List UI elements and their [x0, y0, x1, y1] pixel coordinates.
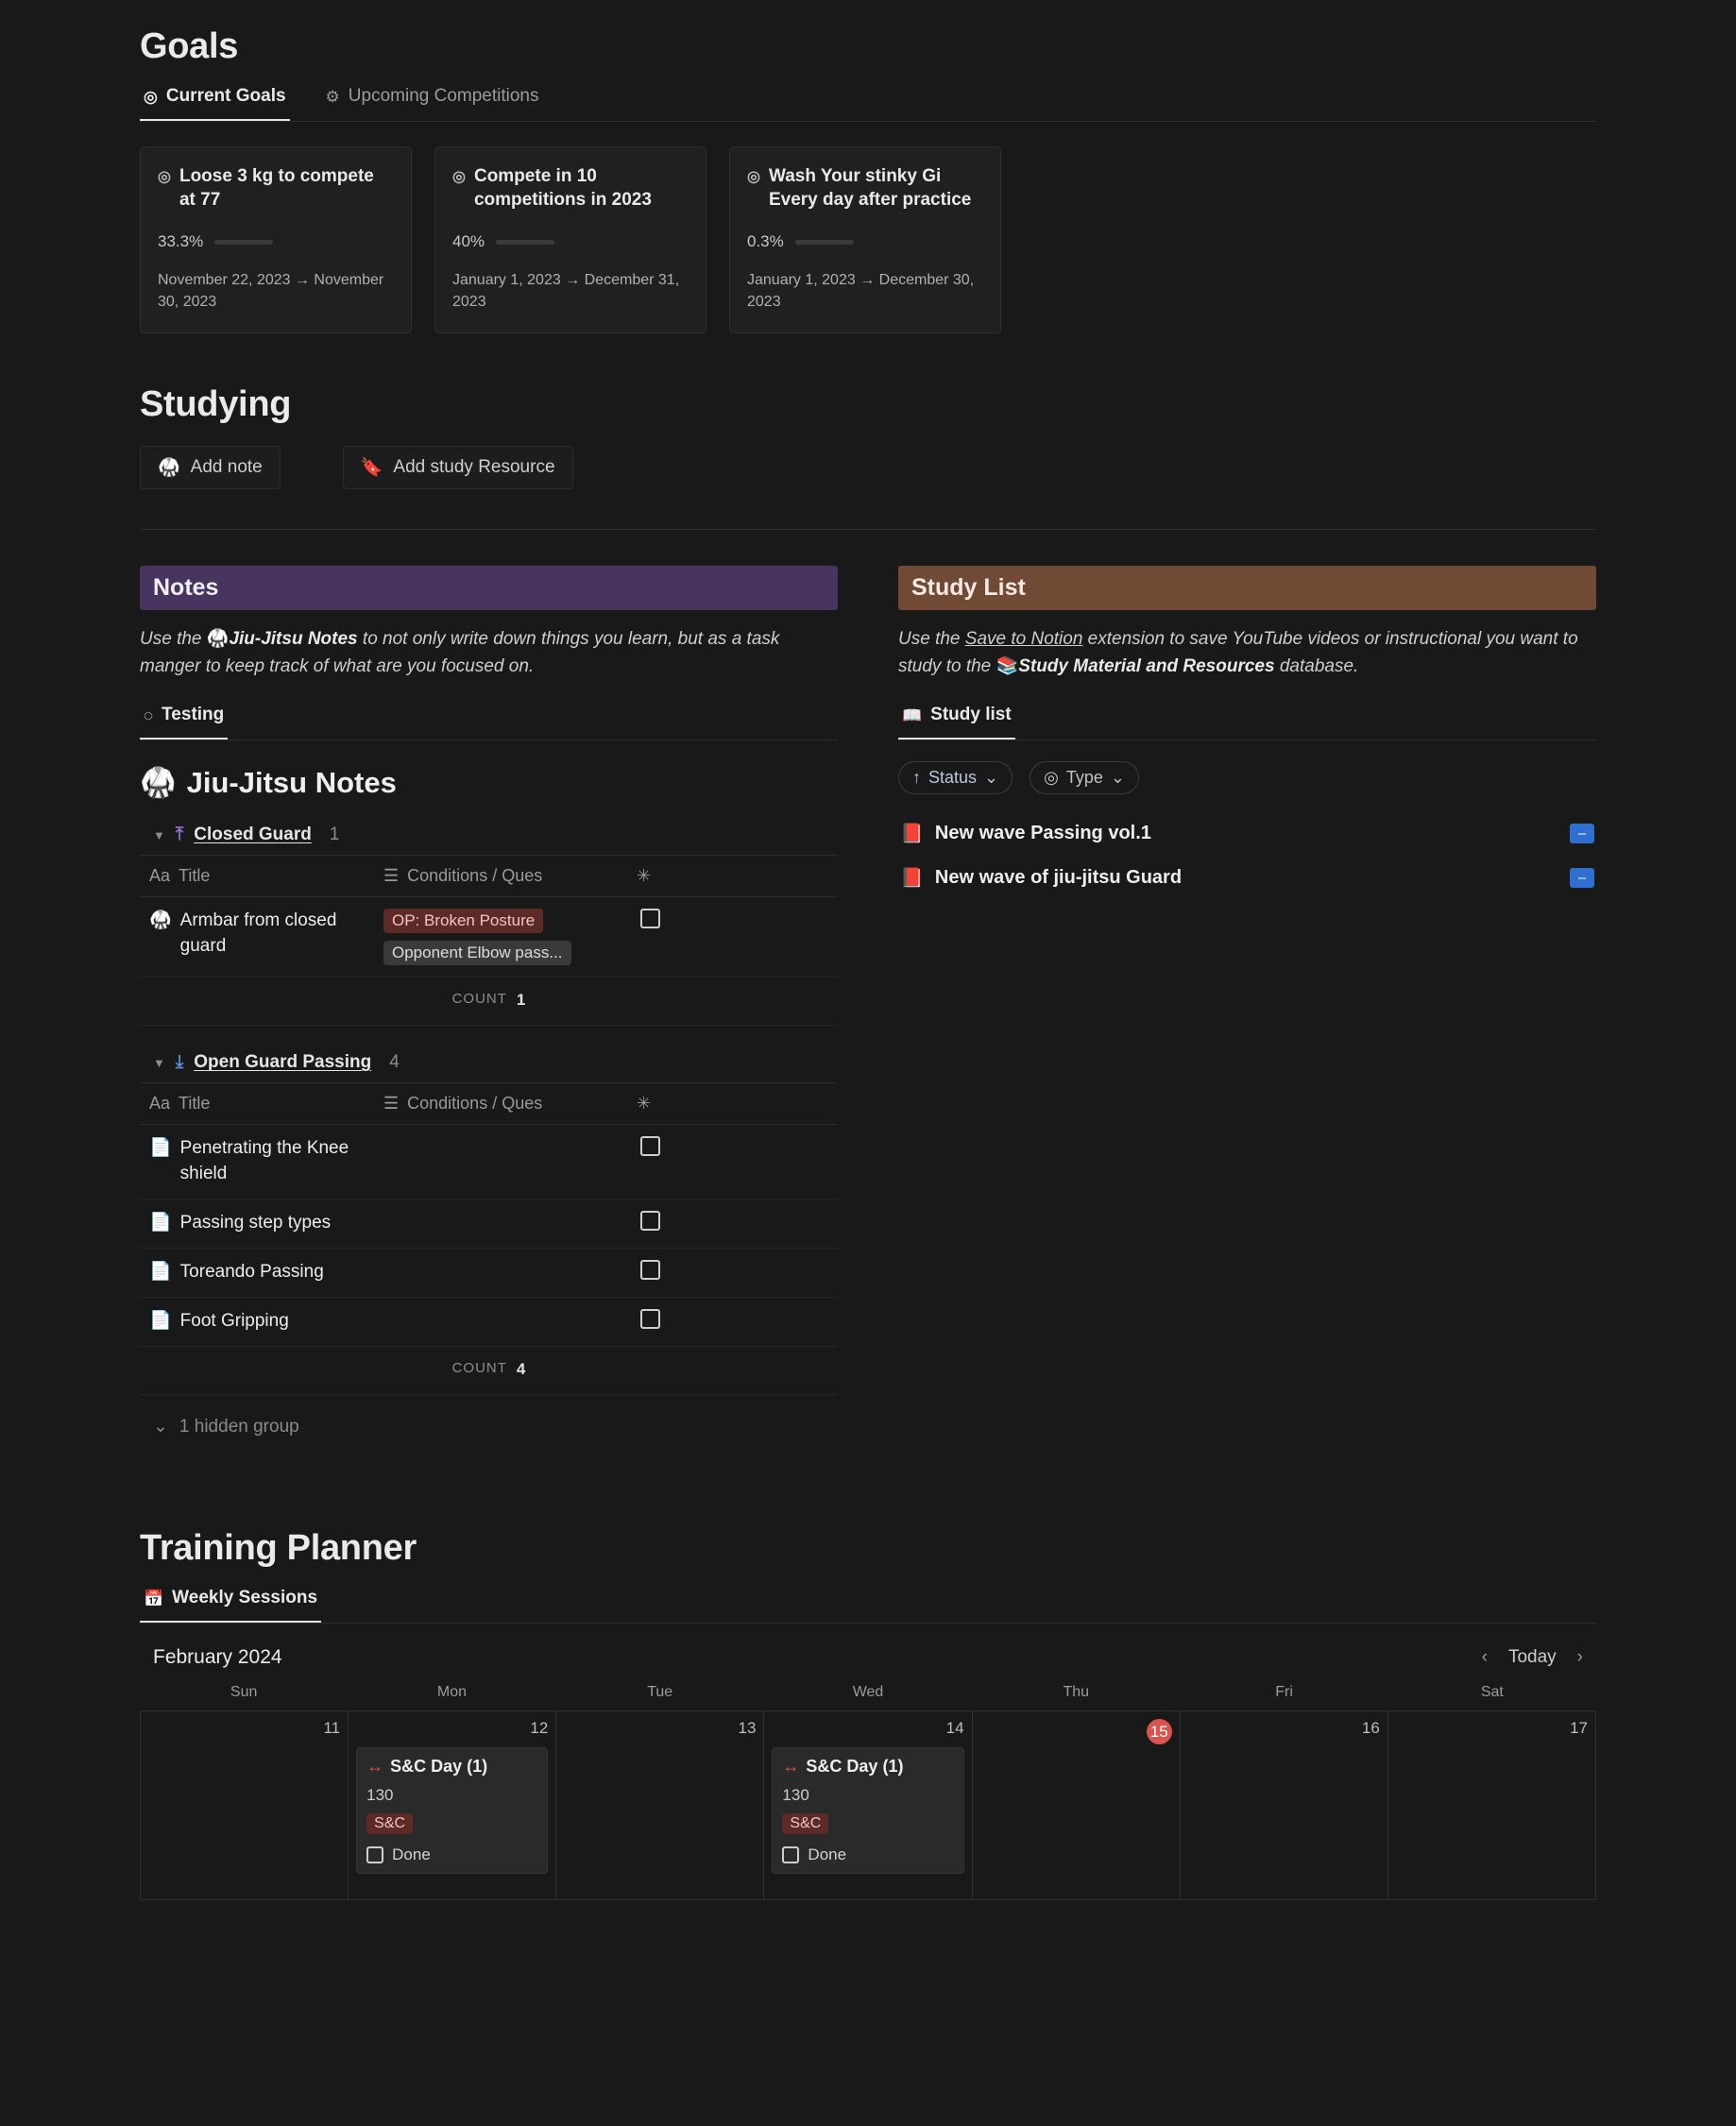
target-icon: ◎: [747, 169, 760, 185]
group-header-open-guard-passing[interactable]: [140, 1046, 838, 1082]
sparkle-icon: ✳: [637, 1094, 652, 1114]
tab-current-goals[interactable]: [140, 80, 290, 121]
group-name: Closed Guard: [194, 825, 312, 845]
row-checkbox-cell[interactable]: [627, 1199, 740, 1242]
table-row[interactable]: [140, 897, 838, 978]
dumbbell-icon: ↔: [366, 1757, 384, 1777]
day-number: 17: [1570, 1719, 1588, 1738]
notes-table-header: [140, 855, 838, 897]
calendar-event[interactable]: [356, 1747, 548, 1874]
event-tag: S&C: [366, 1813, 413, 1834]
chevron-down-icon: ⌄: [1110, 768, 1125, 788]
column-header-conditions[interactable]: ☰ Conditions / Ques: [383, 1094, 543, 1114]
calendar-day-cell[interactable]: [1388, 1711, 1596, 1900]
checkbox[interactable]: [640, 1211, 660, 1231]
event-title: S&C Day (1): [806, 1757, 904, 1777]
count-value: 1: [516, 991, 526, 1010]
event-number: 130: [366, 1786, 394, 1805]
row-checkbox-cell[interactable]: [627, 1298, 740, 1340]
list-item-title: New wave of jiu-jitsu Guard: [934, 867, 1183, 889]
target-icon: ◎: [452, 169, 466, 185]
study-list-tabbar: [898, 699, 1596, 740]
checkbox[interactable]: [640, 909, 660, 928]
hidden-group-toggle[interactable]: [140, 1395, 838, 1437]
sort-up-icon: ↑: [912, 768, 921, 788]
chevron-down-icon[interactable]: ▼: [153, 1055, 165, 1070]
study-list-blurb: Use the Save to Notion extension to save YouTube videos or instructional you want to study to the 📚Study Material and Resources database.: [898, 628, 1578, 677]
day-number: 12: [530, 1719, 549, 1738]
goal-title-text: Compete in 10 competitions in 2023: [473, 166, 652, 211]
book-icon: 📕: [900, 824, 924, 845]
add-study-resource-button[interactable]: [343, 446, 573, 489]
tab-label: Upcoming Competitions: [348, 86, 539, 106]
checkbox[interactable]: [366, 1846, 383, 1863]
row-title-text: Toreando Passing: [179, 1262, 324, 1283]
row-title[interactable]: [140, 1125, 374, 1199]
event-done[interactable]: [366, 1845, 537, 1864]
tag-pill: OP: Broken Posture: [383, 909, 543, 933]
training-planner-tabbar: [140, 1582, 1596, 1624]
list-icon: ☰: [383, 1094, 400, 1114]
training-planner-heading: Training Planner: [140, 1528, 417, 1569]
row-tags[interactable]: [374, 1125, 627, 1148]
calendar-event[interactable]: [772, 1747, 963, 1874]
column-header-extra[interactable]: [627, 856, 740, 896]
minus-badge[interactable]: –: [1570, 868, 1594, 888]
calendar-day-cell[interactable]: [1181, 1711, 1388, 1900]
bookmark-icon: 🔖: [360, 457, 383, 478]
goals-tabbar: [140, 80, 1596, 122]
day-number: 13: [738, 1719, 757, 1738]
day-number: 11: [323, 1719, 341, 1738]
row-title[interactable]: [140, 1298, 374, 1346]
calendar-icon: 📅: [144, 1589, 164, 1607]
notes-blurb: Use the 🥋Jiu-Jitsu Notes to not only write down things you learn, but as a task manger to keep track of what are you focused on.: [140, 628, 780, 677]
row-checkbox-cell[interactable]: [627, 1249, 740, 1291]
checkbox[interactable]: [640, 1136, 660, 1156]
goal-card[interactable]: [140, 146, 412, 333]
calendar-day-cell[interactable]: [764, 1711, 972, 1900]
document-icon: 📄: [149, 1213, 172, 1233]
group-count-row: [140, 1347, 838, 1395]
checkbox[interactable]: [782, 1846, 799, 1863]
book-icon: 📖: [902, 706, 923, 724]
done-label: Done: [808, 1845, 847, 1864]
weekday-label: Wed: [852, 1684, 884, 1701]
table-row[interactable]: [140, 1199, 838, 1249]
checkbox[interactable]: [640, 1309, 660, 1329]
filter-label: Type: [1065, 768, 1103, 788]
notes-column: [140, 566, 838, 1438]
calendar-day-cell[interactable]: [556, 1711, 764, 1900]
goal-card[interactable]: [434, 146, 706, 333]
day-number-today: 15: [1147, 1719, 1172, 1744]
row-tags[interactable]: [374, 1298, 627, 1320]
group-count: 1: [329, 825, 340, 845]
table-row[interactable]: [140, 1298, 838, 1347]
goal-dates: January 1, 2023 → December 30, 2023: [747, 272, 975, 310]
goal-card-title: [747, 164, 983, 212]
row-title-text: Foot Gripping: [179, 1311, 289, 1332]
calendar-grid: [140, 1710, 1596, 1900]
count-label: COUNT: [451, 991, 507, 1008]
row-tags[interactable]: [374, 897, 627, 977]
goal-card-list: [140, 146, 1596, 333]
notes-and-study-columns: [140, 566, 1596, 1438]
goal-card[interactable]: [729, 146, 1001, 333]
event-title: S&C Day (1): [390, 1757, 488, 1777]
event-number: 130: [782, 1786, 809, 1805]
event-done[interactable]: [782, 1845, 953, 1864]
row-tags[interactable]: [374, 1199, 627, 1222]
arrow-up-icon: ⤒: [175, 825, 184, 845]
filter-type[interactable]: [1030, 761, 1139, 794]
row-title[interactable]: [140, 1249, 374, 1297]
goal-progress: [452, 232, 689, 251]
column-header-conditions[interactable]: ☰ Conditions / Ques: [383, 866, 543, 886]
goal-card-title: [158, 164, 394, 212]
column-header-title[interactable]: Aa Title: [149, 1094, 211, 1114]
tab-study-list[interactable]: [898, 699, 1015, 740]
study-list-filters: [898, 761, 1596, 794]
row-title-text: Penetrating the Knee shield: [179, 1138, 349, 1184]
tab-label: Testing: [162, 705, 225, 725]
row-checkbox-cell[interactable]: [627, 1125, 740, 1167]
tab-label: Study list: [930, 705, 1012, 725]
section-divider: [140, 529, 1596, 530]
save-to-notion-link[interactable]: Save to Notion: [964, 628, 1083, 649]
add-note-button[interactable]: [140, 446, 281, 489]
loading-icon: ◌: [144, 706, 154, 724]
document-icon: 📄: [149, 1262, 172, 1283]
row-checkbox-cell[interactable]: [627, 897, 740, 940]
group-count-row: [140, 978, 838, 1026]
column-header-title[interactable]: Aa Title: [149, 866, 211, 886]
notes-table-header: [140, 1082, 838, 1125]
hidden-group-label: 1 hidden group: [179, 1416, 299, 1437]
text-icon: Aa: [149, 1094, 171, 1114]
notes-tabbar: [140, 699, 838, 740]
studying-heading: Studying: [140, 383, 292, 424]
tab-label: Weekly Sessions: [172, 1588, 318, 1608]
button-label: Add note: [190, 456, 263, 477]
calendar-header: [140, 1641, 1596, 1684]
gi-icon: 🥋: [140, 766, 177, 800]
tab-upcoming-competitions[interactable]: [322, 80, 543, 121]
gi-icon: 🥋: [149, 910, 172, 931]
goal-dates: January 1, 2023 → December 31, 2023: [452, 272, 680, 310]
filter-status[interactable]: [898, 761, 1013, 794]
progress-value: 0.3%: [747, 232, 784, 251]
row-tags[interactable]: [374, 1249, 627, 1271]
goal-progress: [158, 232, 394, 251]
document-icon: 📄: [149, 1138, 172, 1159]
calendar-day-cell[interactable]: [141, 1711, 349, 1900]
study-list-banner: Study List: [898, 566, 1596, 610]
target-icon: ◎: [158, 169, 171, 185]
chevron-down-icon: ⌄: [153, 1417, 168, 1437]
done-label: Done: [392, 1845, 431, 1864]
weekday-label: Mon: [436, 1684, 467, 1701]
page-root: [0, 26, 1736, 1900]
group-count: 4: [389, 1052, 400, 1073]
day-number: 16: [1361, 1719, 1380, 1738]
row-title-text: Passing step types: [179, 1213, 332, 1233]
count-label: COUNT: [451, 1360, 507, 1377]
minus-badge[interactable]: –: [1570, 824, 1594, 843]
document-icon: 📄: [149, 1311, 172, 1332]
arrow-down-icon: ⤓: [175, 1052, 184, 1073]
list-item-title: New wave Passing vol.1: [934, 823, 1151, 844]
weekday-label: Sat: [1480, 1684, 1504, 1701]
notes-banner: Notes: [140, 566, 838, 610]
column-header-extra[interactable]: [627, 1083, 740, 1124]
progress-bar: [795, 240, 854, 245]
button-label: Add study Resource: [393, 456, 555, 477]
group-header-closed-guard[interactable]: [140, 819, 838, 855]
checkbox[interactable]: [640, 1260, 660, 1280]
goal-card-title: [452, 164, 689, 212]
progress-bar: [214, 240, 273, 245]
goal-dates: November 22, 2023 → November 30, 2023: [158, 272, 384, 310]
day-number: 14: [945, 1719, 964, 1738]
calendar-nav: [1482, 1647, 1583, 1668]
prev-month-button[interactable]: ‹: [1481, 1647, 1488, 1668]
goal-title-text: Loose 3 kg to compete at 77: [179, 166, 374, 211]
study-list-column: [898, 566, 1596, 1438]
gi-icon: 🥋: [158, 457, 180, 478]
count-value: 4: [516, 1360, 526, 1379]
filter-label: Status: [928, 768, 978, 788]
notes-database-title: [140, 765, 838, 800]
tab-testing[interactable]: [140, 699, 228, 740]
weekday-label: Sun: [230, 1684, 258, 1701]
goal-title-text: Wash Your stinky Gi Every day after practice: [768, 166, 972, 211]
tag-pill: Opponent Elbow pass...: [383, 941, 571, 965]
event-tag: S&C: [782, 1813, 828, 1834]
weekday-label: Fri: [1275, 1684, 1293, 1701]
list-icon: ☰: [383, 866, 400, 886]
target-icon: ◎: [144, 87, 158, 106]
next-month-button[interactable]: ›: [1576, 1647, 1583, 1668]
goal-progress: [747, 232, 983, 251]
chevron-down-icon: ⌄: [984, 768, 999, 788]
table-row[interactable]: [140, 1125, 838, 1199]
dumbbell-icon: ↔: [782, 1757, 800, 1777]
calendar-month-label: February 2024: [153, 1646, 282, 1669]
tab-label: Current Goals: [165, 86, 286, 106]
progress-value: 33.3%: [158, 232, 204, 251]
text-icon: Aa: [149, 866, 171, 886]
gear-icon: ⚙: [325, 87, 340, 106]
calendar-weekday-row: [140, 1684, 1596, 1710]
table-row[interactable]: [140, 1249, 838, 1298]
row-title[interactable]: [140, 897, 374, 971]
sparkle-icon: ✳: [637, 866, 652, 886]
list-item[interactable]: [898, 811, 1596, 856]
db-title-text: Jiu-Jitsu Notes: [186, 765, 397, 799]
row-title-text: Armbar from closed guard: [179, 910, 337, 957]
tab-weekly-sessions[interactable]: [140, 1582, 321, 1623]
calendar-day-cell[interactable]: [349, 1711, 556, 1900]
progress-value: 40%: [452, 232, 485, 251]
weekday-label: Thu: [1063, 1684, 1090, 1701]
today-button[interactable]: Today: [1507, 1647, 1557, 1668]
book-icon: 📕: [900, 868, 924, 890]
list-item[interactable]: [898, 856, 1596, 900]
chevron-down-icon[interactable]: ▼: [153, 827, 165, 842]
progress-bar: [496, 240, 554, 245]
goals-heading: Goals: [140, 26, 239, 66]
weekday-label: Tue: [647, 1684, 673, 1701]
studying-buttons: [140, 446, 1596, 489]
circle-icon: ◎: [1044, 768, 1059, 788]
calendar-day-cell-today[interactable]: [973, 1711, 1181, 1900]
group-name: Open Guard Passing: [194, 1052, 372, 1073]
row-title[interactable]: [140, 1199, 374, 1248]
